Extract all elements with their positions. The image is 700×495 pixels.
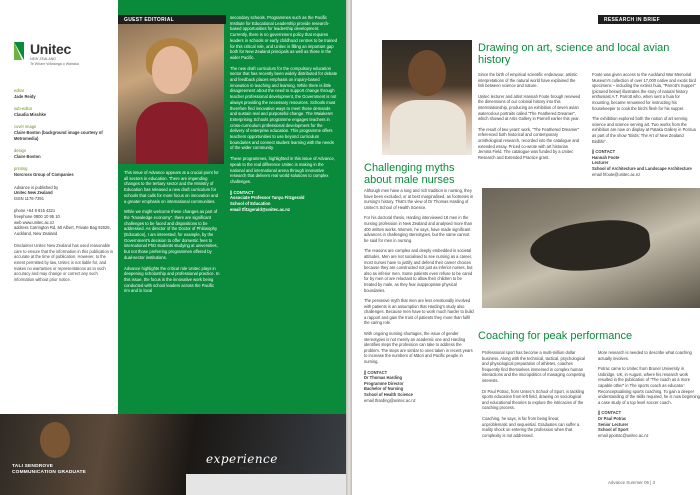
paragraph: Although men have a long and rich tradition in nursing, they have been excluded, or at best marginalised, as footnotes in nursing's history. That's the view of Dr Thomas Harding of Unitec's School of Health Science. — [364, 188, 474, 210]
contact-school: School of Architecture and Landscape Architecture — [592, 165, 692, 171]
paragraph: The reasons are complex and deeply embedded in societal attitudes. Men are not socialised to see nursing as a career, most nurses have to justify and defend their career choices because they are constructed not just as inferior nurses, but also as inferior men. Some patients even refuse to be cared for by men or are reluctant to allow their children to be treated by male, as they fear inappropriate physical boundaries. — [364, 248, 473, 293]
paragraph: Dr Paul Potrac, from Unitec's School of Sport, is tackling sports education from left field, drawing on sociological and educational theories to explore the intricacies of the coaching process. — [482, 388, 585, 411]
masthead-value: Claire Boston (background image courtesy of Metromedia) — [14, 129, 103, 141]
masthead-value: Claire Boston — [14, 153, 41, 159]
contact-name: Associate Professor Tanya Fitzgerald — [230, 195, 305, 201]
photo-detail — [136, 102, 208, 164]
photo-detail — [408, 50, 446, 96]
paragraph: For his doctoral thesis, Harding interviewed 18 men in the nursing profession in New Zealand and analysed more than 400 written works. Women, he says, have made significant advances in challenging stereotypes, but the same cannot be said for men in nursing. — [364, 215, 473, 243]
nurse-portrait-photo — [382, 40, 472, 155]
drawing-contact — [592, 149, 696, 177]
paragraph: Foote was given access to the Auckland War Memorial Museum's collection of over 17,000 native and exotic bird specimens – including the extinct huia, "Parrott's Supper" (pictured below) illustrates the story of natural history enthusiast A.T. Parrott who, when sent a huia for mounting, became renowned for instructing his housekeeper to cook the bird's flesh for his supper. — [592, 72, 696, 111]
paragraph: Coaching, he says, is far from being linear, unproblematic and sequential. Graduates can suffer a reality shock on entering the profession when that complexity is not addressed. — [482, 415, 580, 438]
experience-tagline: REAL WORLD LEARNING — [240, 466, 304, 471]
paragraph: This issue of Advance appears at a crucial point for all sectors in education. There are impending changes to the tertiary sector and the Ministry of Education has released a new draft curriculum for schools that calls for more focus on innovation and a greater emphasis on international communities. — [124, 170, 219, 204]
section-tab-guest-editorial: GUEST EDITORIAL — [118, 15, 226, 24]
photo-detail — [528, 216, 652, 276]
headline-coaching: Coaching for peak performance — [478, 330, 633, 342]
contact-email[interactable]: email tfitzgerald@unitec.ac.nz — [230, 206, 290, 212]
editorial-column-1 — [124, 170, 220, 299]
paragraph: secondary schools. Programmes such as the Pacific Institute for Educational Leadership provide research-based opportunities for leadership development. Currently, there is no government policy that requires leaders in schools or early childhood centres to be trained for this critical role, and Unitec is filling an important gap both for New Zealand principals as well as those in the wider Pacific. — [230, 15, 338, 60]
contact-heading: || CONTACT — [230, 189, 254, 195]
contact-role: Senior Lecturer — [598, 421, 629, 427]
masthead-label: editor — [14, 88, 25, 93]
paragraph: With ongoing nursing shortages, the issue of gender stereotypes is not merely an academic one and Harding identifies steps the profession can take to address the problem. The steps are similar to ones taken in recent years to increase the numbers of Māori and Pacific people in nursing. — [364, 331, 473, 365]
paragraph: The new draft curriculum for the compulsory education sector that has recently been widely distributed for debate and feedback places emphasis on inquiry-based innovation in teaching and learning. While there is little disagreement about the need to support change through teacher professional development, the Government is not always providing the necessary resources. Schools must therefore find innovative ways to meet those demands and sustain real and purposeful change. The Waiakeret Enterprising Schools programme engages teachers in cross-curriculum professional development for the delivery of enterprise education. This programme offers teachers opportunities to use beyond curriculum boundaries and connect student learning with the needs of the wider community. — [230, 65, 338, 151]
disclaimer: Disclaimer Unitec New Zealand has used reasonable care to ensure that the information in this publication is accurate at the time of publication. However, to the extent permitted by law, Unitec is not liable for, and makes no warranties or representations as to such accuracy and may change or correct any such information without prior notice. — [14, 243, 113, 282]
contact-programme: Bachelor of Nursing — [364, 386, 404, 392]
headline-drawing-art-science: Drawing on art, science and local avian history — [478, 42, 670, 66]
masthead-label: sub-editor — [14, 106, 33, 112]
contact-school: School of Health Science — [364, 392, 413, 397]
right-page — [352, 0, 700, 495]
coaching-contact — [598, 410, 700, 438]
masthead-label: printing — [14, 166, 28, 172]
logo-tagline: Te Whare Wānanga o Wairaka — [30, 62, 79, 66]
masthead-subeditor — [14, 106, 114, 117]
section-tab-research-in-brief: RESEARCH IN BRIEF — [598, 15, 700, 24]
freephone: freephone 0800 10 95 10 — [14, 213, 60, 219]
paragraph: Since the birth of empirical scientific endeavour, artistic interpretations of the natural world have explained the link between science and nature. — [478, 72, 578, 89]
caption-role: COMMUNICATION GRADUATE — [12, 470, 87, 475]
publisher-info — [14, 185, 114, 202]
masthead-printing — [14, 166, 114, 177]
phone: phone +64 9 815 4321 — [14, 208, 56, 214]
banner-strip — [186, 474, 346, 495]
editorial-contact — [230, 190, 338, 213]
paragraph: Advance highlights the critical role Unitec plays in deepening scholarship and professional practice. In this issue, the focus is the innovative work being conducted with school leaders across the Pacific rim and in local — [124, 265, 220, 294]
masthead-label: cover image — [14, 124, 37, 130]
unitec-logo-icon — [12, 40, 26, 62]
masthead-value: Norcross Group of Companies — [14, 171, 74, 177]
contact-name: Hannah Foote — [592, 154, 620, 160]
logo-wordmark: Unitec — [30, 41, 71, 57]
drawing-column-1 — [478, 72, 582, 165]
contact-email[interactable]: email hfoote@unitec.ac.nz — [592, 171, 641, 177]
paragraph: The exhibition explored both the notion of art serving science and science serving art. Two works from the exhibition are now on display at Pataka Gallery in Porirua as part of the show "Birds: The Art of New Zealand Birdlife". — [592, 116, 696, 144]
masthead-credits — [14, 88, 114, 282]
contact-school: School of Sport — [598, 427, 629, 433]
masthead-editor — [14, 88, 114, 99]
logo-subtitle — [30, 57, 110, 67]
paragraph: While we might welcome these changes as part of the "knowledge economy", there are significant challenges to be faced and dispositions to be addressed. As director of the Doctor of Philosophy (Education), I am interested, for example, by the Government's decision to offer domestic fees to international PhD students studying at universities, but not those preferring programmes offered by dual-sector institutions. — [124, 209, 218, 260]
headline-male-nurses: Challenging myths about male nurses — [364, 162, 455, 186]
coaching-column-1 — [482, 350, 586, 443]
coaching-column-2 — [598, 350, 700, 438]
publisher-line: Advance is published by — [14, 184, 59, 190]
experience-wordmark: experience — [206, 452, 278, 466]
editor-portrait-photo — [118, 24, 224, 164]
contact-role: Programme Director — [364, 380, 404, 386]
photo-detail — [390, 100, 466, 155]
graduate-caption — [12, 464, 86, 476]
photo-detail — [152, 46, 192, 94]
contact-name: Dr Thomas Harding — [364, 375, 402, 381]
masthead-label: design — [14, 148, 27, 154]
page-footer: Advance Summer 06 | 3 — [608, 480, 656, 485]
web-link[interactable]: web www.unitec.ac.nz — [14, 219, 55, 225]
contact-role: Lecturer — [592, 160, 609, 166]
huia-painting-photo — [482, 188, 700, 308]
contact-info — [14, 208, 114, 236]
unitec-logo — [12, 40, 112, 72]
paragraph: Potrac came to Unitec from Brunel University in Uxbridge, UK, in August, where his research work resulted in the publication of "The coach as a more capable other" in The sports coach as educator: Reconceptualising sports coaching. To gain a deeper understanding of the skills required, he is now beginning a case study of a top level soccer coach. — [598, 366, 700, 405]
graduate-photo-banner — [0, 414, 346, 495]
masthead-value: Jade Reidy — [14, 93, 36, 99]
left-page — [0, 0, 346, 495]
contact-name: Dr Paul Potrac — [598, 415, 627, 421]
drawing-column-2 — [592, 72, 696, 177]
paragraph: Unitec lecturer and artist Hannah Foote brough renewed the dimensions of our colonial history into this interrelationship, producing an exhibition of seven avian watercolour portraits called "The Feathered Dreamer", which showed at Artis Gallery in Parnell earlier this year. — [478, 93, 581, 122]
contact-heading: || CONTACT — [364, 369, 388, 375]
paragraph: More research is needed to describe what coaching actually involves. — [598, 350, 692, 361]
logo-country: NEW ZEALAND — [30, 57, 56, 61]
contact-email[interactable]: email tharding@unitec.ac.nz — [364, 397, 416, 403]
myths-contact — [364, 370, 474, 404]
contact-email[interactable]: email ppotrac@unitec.ac.nz — [598, 432, 649, 438]
editorial-column-2 — [230, 15, 338, 213]
masthead-value: Claudia Mischke — [14, 111, 47, 117]
masthead-design — [14, 148, 114, 159]
publisher-name: Unitec New Zealand — [14, 190, 53, 196]
paragraph: These programmes, highlighted in this issue of Advance, speak to the real difference Unitec is making in the national and international arena through innovative research that delivers real world solutions to complex challenges. — [230, 156, 335, 184]
paragraph: Professional sport has become a multi-million dollar business. Along with the technical, tactical, psychological and physiological preparation of athletes, coaches frequently find themselves immersed in complex human interactions and the micropolitics of managing competing interests. — [482, 350, 586, 383]
paragraph: The pervasive myth that men are less emotionally involved with patients is an assumption that Harding's study also challenges. Because men have to work much harder to build a rapport and gain the trust of patients they more than fulfil the caring role. — [364, 298, 474, 326]
masthead-cover-image — [14, 124, 114, 141]
contact-heading: || CONTACT — [598, 410, 622, 416]
contact-heading: || CONTACT — [592, 149, 616, 155]
photo-detail — [40, 422, 70, 458]
myths-column — [364, 188, 474, 403]
address: address Carrington Rd, Mt Albert, Private Bag 92025, Auckland, New Zealand — [14, 225, 111, 236]
caption-name: TALI SENDROVE — [12, 464, 54, 469]
paragraph: The result of two years' work, "The Feathered Dreamer" referenced both historical and contemporary ornithological research, recorded into the catalogue and extended essay. Priced co-wrote with art historian Jemma Field. The catalogue was funded by a Unitec Research and Extended Practice grant. — [478, 126, 580, 160]
contact-school: School of Education — [230, 201, 271, 207]
issn: ISSN 1176-7391 — [14, 195, 44, 201]
